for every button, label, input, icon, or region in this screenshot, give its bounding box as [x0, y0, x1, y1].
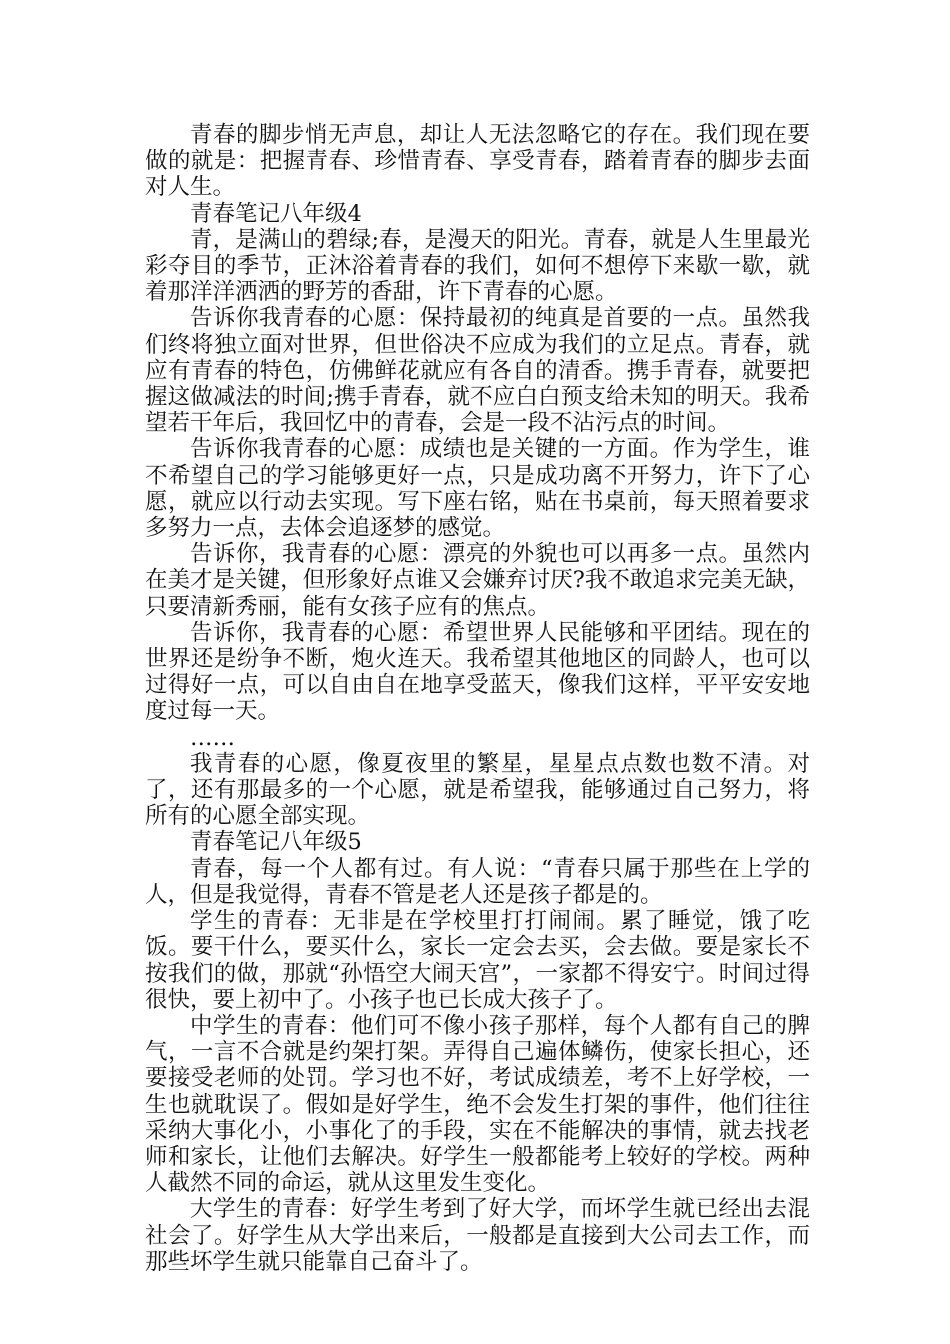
paragraph: 大学生的青春：好学生考到了好大学，而坏学生就已经出去混社会了。好学生从大学出来后，一般都是直接到大公司去工作，而那些坏学生就只能靠自己奋斗了。	[145, 1196, 810, 1275]
paragraph: 中学生的青春：他们可不像小孩子那样，每个人都有自己的脾气，一言不合就是约架打架。弄得自己遍体鳞伤，使家长担心，还要接受老师的处罚。学习也不好，考试成绩差，考不上好学校，一生也就耽误了。假如是好学生，绝不会发生打架的事件，他们往往采纳大事化小，小事化了的手段，实在不能解决的事情，就去找老师和家长，让他们去解决。好学生一般都能考上较好的学校。两种人截然不同的命运，就从这里发生变化。	[145, 1012, 810, 1197]
paragraph: 学生的青春：无非是在学校里打打闹闹。累了睡觉，饿了吃饭。要干什么，要买什么，家长一定会去买，会去做。要是家长不按我们的做，那就“孙悟空大闹天宫”，一家都不得安宁。时间过得很快，要上初中了。小孩子也已长成大孩子了。	[145, 908, 810, 1013]
paragraph: 青春的脚步悄无声息，却让人无法忽略它的存在。我们现在要做的就是：把握青春、珍惜青春、享受青春，踏着青春的脚步去面对人生。	[145, 122, 810, 201]
paragraph: 青春，每一个人都有过。有人说：“青春只属于那些在上学的人，但是我觉得，青春不管是老人还是孩子都是的。	[145, 855, 810, 908]
paragraph: 告诉你我青春的心愿：成绩也是关键的一方面。作为学生，谁不希望自己的学习能够更好一点，只是成功离不开努力，许下了心愿，就应以行动去实现。写下座右铭，贴在书桌前，每天照着要求多努力一点，去体会追逐梦的感觉。	[145, 436, 810, 542]
section-heading: 青春笔记八年级4	[190, 200, 362, 227]
paragraph: 告诉你，我青春的心愿：漂亮的外貌也可以再多一点。虽然内在美才是关键，但形象好点谁又会嫌弃讨厌?我不敢追求完美无缺，只要清新秀丽，能有女孩子应有的焦点。	[145, 541, 810, 620]
document-body	[145, 122, 810, 1275]
paragraph: 我青春的心愿，像夏夜里的繁星，星星点点数也数不清。对了，还有那最多的一个心愿，就是希望我，能够通过自己努力，将所有的心愿全部实现。	[145, 750, 810, 830]
ellipsis-paragraph: ……	[190, 724, 235, 751]
paragraph: 告诉你，我青春的心愿：希望世界人民能够和平团结。现在的世界还是纷争不断，炮火连天。我希望其他地区的同龄人，也可以过得好一点，可以自由自在地享受蓝天，像我们这样，平平安安地度过每一天。	[145, 619, 810, 725]
section-heading: 青春笔记八年级5	[190, 829, 362, 856]
paragraph: 青，是满山的碧绿;春，是漫天的阳光。青春，就是人生里最光彩夺目的季节，正沐浴着青春的我们，如何不想停下来歇一歇，就着那洋洋洒洒的野芳的香甜，许下青春的心愿。	[145, 226, 810, 306]
paragraph: 告诉你我青春的心愿：保持最初的纯真是首要的一点。虽然我们终将独立面对世界，但世俗决不应成为我们的立足点。青春，就应有青春的特色，仿佛鲜花就应有各自的清香。携手青春，就要把握这做减法的时间;携手青春，就不应白白预支给未知的明天。我希望若干年后，我回忆中的青春，会是一段不沾污点的时间。	[145, 305, 810, 437]
